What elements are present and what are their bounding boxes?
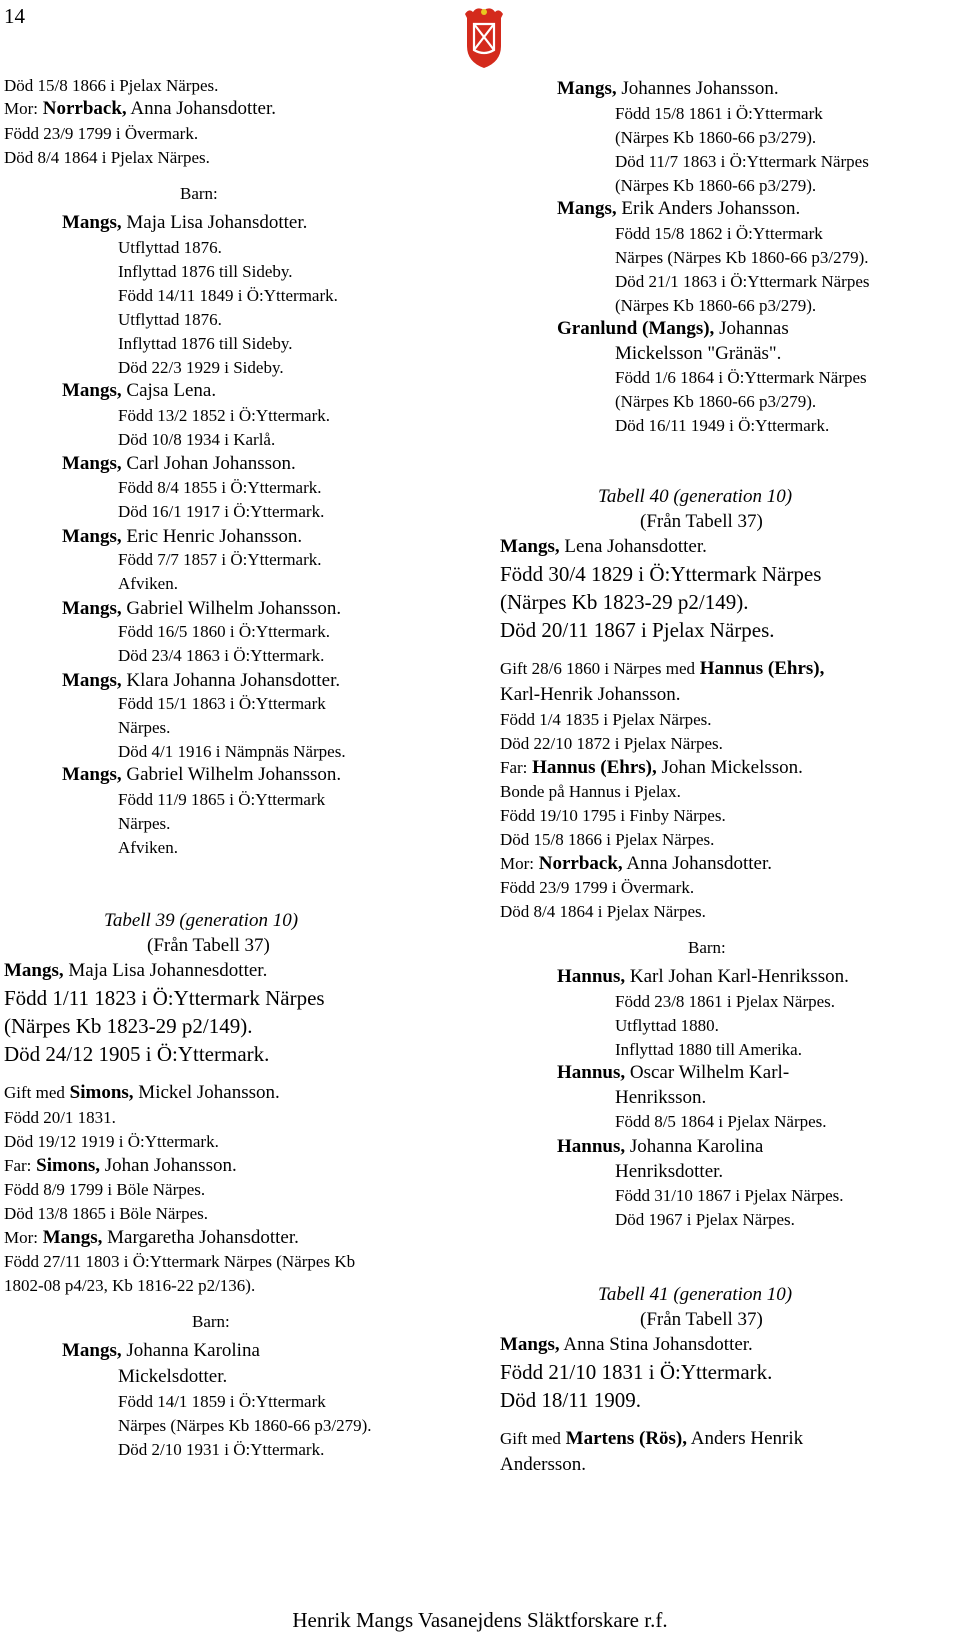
text-line: Född 1/11 1823 i Ö:Yttermark Närpes: [4, 986, 325, 1010]
text-line: Död 18/11 1909.: [500, 1388, 641, 1412]
main-person: Mangs, Lena Johansdotter.: [500, 536, 707, 557]
barn-heading: Barn:: [192, 1312, 230, 1331]
text-line: (Närpes Kb 1860-66 p3/279).: [615, 176, 817, 195]
text-line: Närpes.: [118, 718, 171, 737]
text-line: Född 30/4 1829 i Ö:Yttermark Närpes: [500, 562, 822, 586]
text-line: Född 19/10 1795 i Finby Närpes.: [500, 806, 726, 825]
page-number: 14: [4, 4, 25, 28]
text-line: Död 8/4 1864 i Pjelax Närpes.: [4, 148, 210, 167]
text-line: Född 23/8 1861 i Pjelax Närpes.: [615, 992, 836, 1011]
text-line: Död 4/1 1916 i Nämpnäs Närpes.: [118, 742, 346, 761]
text-line: Inflyttad 1876 till Sideby.: [118, 334, 293, 353]
text-line: Henriksson.: [615, 1087, 707, 1108]
text-line: Mor: Norrback, Anna Johansdotter.: [4, 98, 277, 119]
text-line: Född 7/7 1857 i Ö:Yttermark.: [118, 550, 322, 569]
father-line: Far: Hannus (Ehrs), Johan Mickelsson.: [500, 757, 803, 778]
text-line: (Närpes Kb 1860-66 p3/279).: [615, 296, 817, 315]
text-line: Inflyttad 1880 till Amerika.: [615, 1040, 802, 1059]
text-line: Afviken.: [118, 574, 178, 593]
text-line: Utflyttad 1876.: [118, 310, 222, 329]
text-line: Född 23/9 1799 i Övermark.: [500, 878, 695, 897]
text-line: Född 11/9 1865 i Ö:Yttermark: [118, 790, 326, 809]
text-line: Död 1967 i Pjelax Närpes.: [615, 1210, 795, 1229]
child-entry: Mangs, Klara Johanna Johansdotter.: [62, 670, 341, 691]
text-line: Död 24/12 1905 i Ö:Yttermark.: [4, 1042, 270, 1066]
text-line: Född 8/4 1855 i Ö:Yttermark.: [118, 478, 322, 497]
text-line: Född 15/1 1863 i Ö:Yttermark: [118, 694, 326, 713]
text-line: Död 13/8 1865 i Böle Närpes.: [4, 1204, 208, 1223]
text-line: Närpes (Närpes Kb 1860-66 p3/279).: [615, 248, 869, 267]
text-line: Död 23/4 1863 i Ö:Yttermark.: [118, 646, 325, 665]
text-line: Afviken.: [118, 838, 178, 857]
page-footer: Henrik Mangs Vasanejdens Släktforskare r.f.: [292, 1608, 668, 1632]
text-line: Född 1/6 1864 i Ö:Yttermark Närpes: [615, 368, 867, 387]
text-line: Död 10/8 1934 i Karlå.: [118, 430, 276, 449]
child-entry: Mangs, Gabriel Wilhelm Johansson.: [62, 764, 342, 785]
text-line: Född 15/8 1861 i Ö:Yttermark: [615, 104, 823, 123]
barn-heading: Barn:: [180, 184, 218, 203]
text-line: Död 20/11 1867 i Pjelax Närpes.: [500, 618, 775, 642]
mother-line: Mor: Mangs, Margaretha Johansdotter.: [4, 1227, 299, 1248]
child-entry: Granlund (Mangs), Johannas: [557, 318, 789, 339]
father-line: Far: Simons, Johan Johansson.: [4, 1155, 237, 1176]
spouse-line: Gift med Martens (Rös), Anders Henrik: [500, 1428, 804, 1449]
spouse-line: Gift med Simons, Mickel Johansson.: [4, 1082, 280, 1103]
table-from: (Från Tabell 37): [640, 511, 763, 532]
child-entry: Hannus, Karl Johan Karl-Henriksson.: [557, 966, 849, 987]
child-entry: Hannus, Johanna Karolina: [557, 1136, 764, 1157]
table-title: Tabell 41 (generation 10): [598, 1284, 793, 1305]
text-line: Född 21/10 1831 i Ö:Yttermark.: [500, 1360, 773, 1384]
text-line: Död 22/10 1872 i Pjelax Närpes.: [500, 734, 723, 753]
text-line: Död 15/8 1866 i Pjelax Närpes.: [500, 830, 715, 849]
text-line: Död 2/10 1931 i Ö:Yttermark.: [118, 1440, 325, 1459]
child-entry: Mangs, Eric Henric Johansson.: [62, 526, 303, 547]
text-line: Född 15/8 1862 i Ö:Yttermark: [615, 224, 823, 243]
text-line: (Närpes Kb 1823-29 p2/149).: [500, 590, 749, 614]
barn-heading: Barn:: [688, 938, 726, 957]
text-line: Död 8/4 1864 i Pjelax Närpes.: [500, 902, 706, 921]
text-line: Närpes.: [118, 814, 171, 833]
main-person: Mangs, Maja Lisa Johannesdotter.: [4, 960, 268, 981]
text-line: Död 15/8 1866 i Pjelax Närpes.: [4, 76, 219, 95]
text-line: Karl-Henrik Johansson.: [500, 684, 681, 705]
child-entry: Mangs, Erik Anders Johansson.: [557, 198, 801, 219]
text-line: Utflyttad 1876.: [118, 238, 222, 257]
text-line: Född 8/9 1799 i Böle Närpes.: [4, 1180, 206, 1199]
mother-line: Mor: Norrback, Anna Johansdotter.: [500, 853, 773, 874]
text-line: Död 11/7 1863 i Ö:Yttermark Närpes: [615, 152, 869, 171]
text-line: Död 16/11 1949 i Ö:Yttermark.: [615, 416, 830, 435]
text-line: Född 14/11 1849 i Ö:Yttermark.: [118, 286, 338, 305]
text-line: (Närpes Kb 1823-29 p2/149).: [4, 1014, 253, 1038]
text-line: Född 16/5 1860 i Ö:Yttermark.: [118, 622, 331, 641]
text-line: Född 20/1 1831.: [4, 1108, 116, 1127]
child-entry: Mangs, Maja Lisa Johansdotter.: [62, 212, 308, 233]
text-line: 1802-08 p4/23, Kb 1816-22 p2/136).: [4, 1276, 256, 1295]
text-line: Död 22/3 1929 i Sideby.: [118, 358, 284, 377]
child-entry: Mangs, Carl Johan Johansson.: [62, 453, 296, 474]
child-entry: Mangs, Cajsa Lena.: [62, 380, 217, 401]
text-line: Död 19/12 1919 i Ö:Yttermark.: [4, 1132, 219, 1151]
coat-of-arms-icon: [459, 6, 509, 70]
child-entry: Mangs, Johannes Johansson.: [557, 78, 779, 99]
text-line: Född 31/10 1867 i Pjelax Närpes.: [615, 1186, 844, 1205]
text-line: Henriksdotter.: [615, 1161, 724, 1182]
text-line: Mickelsson "Gränäs".: [615, 343, 782, 364]
spouse-line: Gift 28/6 1860 i Närpes med Hannus (Ehrs),: [500, 658, 825, 679]
child-entry: Hannus, Oscar Wilhelm Karl-: [557, 1062, 790, 1083]
table-from: (Från Tabell 37): [640, 1309, 763, 1330]
child-entry: Mangs, Gabriel Wilhelm Johansson.: [62, 598, 342, 619]
text-line: Född 27/11 1803 i Ö:Yttermark Närpes (Närpes Kb: [4, 1252, 356, 1271]
text-line: (Närpes Kb 1860-66 p3/279).: [615, 392, 817, 411]
main-person: Mangs, Anna Stina Johansdotter.: [500, 1334, 753, 1355]
table-title: Tabell 39 (generation 10): [104, 910, 299, 931]
child-entry: Mangs, Johanna Karolina: [62, 1340, 260, 1361]
text-line: Död 21/1 1863 i Ö:Yttermark Närpes: [615, 272, 870, 291]
text-line: Mickelsdotter.: [118, 1366, 228, 1387]
text-line: Född 13/2 1852 i Ö:Yttermark.: [118, 406, 331, 425]
text-line: Född 1/4 1835 i Pjelax Närpes.: [500, 710, 712, 729]
text-line: Andersson.: [500, 1454, 587, 1475]
text-line: Född 14/1 1859 i Ö:Yttermark: [118, 1392, 326, 1411]
text-line: Utflyttad 1880.: [615, 1016, 719, 1035]
text-line: Död 16/1 1917 i Ö:Yttermark.: [118, 502, 325, 521]
text-line: Inflyttad 1876 till Sideby.: [118, 262, 293, 281]
text-line: Född 23/9 1799 i Övermark.: [4, 124, 199, 143]
text-line: (Närpes Kb 1860-66 p3/279).: [615, 128, 817, 147]
text-line: Närpes (Närpes Kb 1860-66 p3/279).: [118, 1416, 372, 1435]
text-line: Bonde på Hannus i Pjelax.: [500, 782, 681, 801]
table-title: Tabell 40 (generation 10): [598, 486, 793, 507]
table-from: (Från Tabell 37): [147, 935, 270, 956]
text-line: Född 8/5 1864 i Pjelax Närpes.: [615, 1112, 827, 1131]
